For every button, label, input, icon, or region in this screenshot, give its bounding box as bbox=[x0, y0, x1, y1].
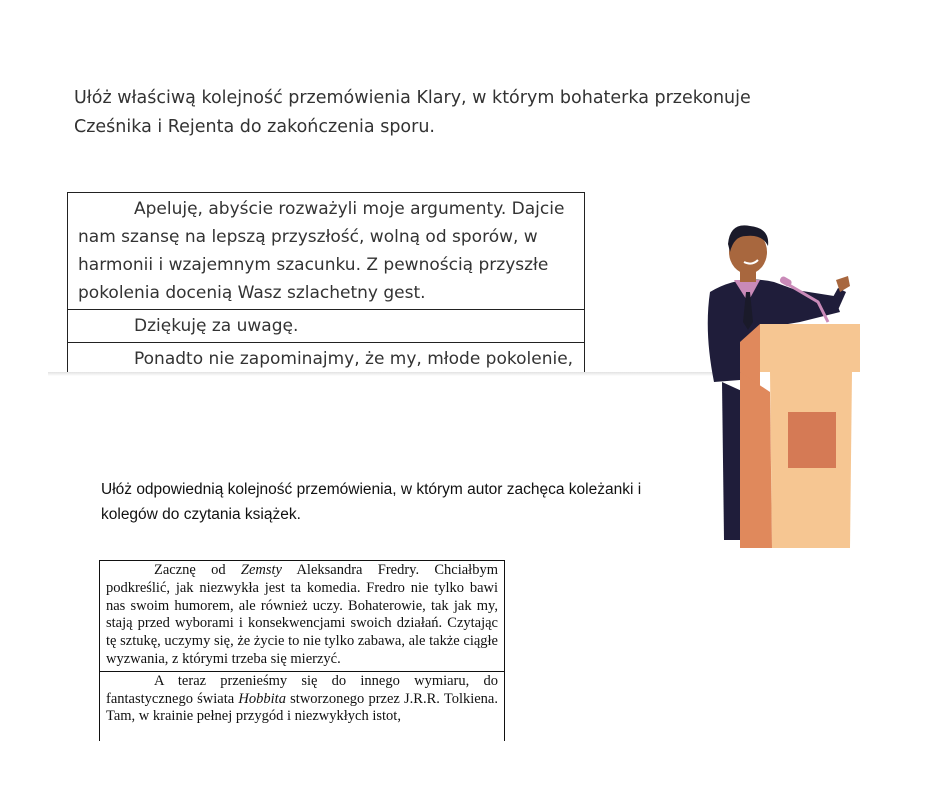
exercise-1-instruction: Ułóż właściwą kolejność przemówienia Klary, w którym bohaterka przekonuje Cześnika i Rejenta do zakończenia sporu. bbox=[74, 88, 751, 137]
fragment-text: Aleksandra Fredry. Chciałbym podkreślić, jak niezwykła jest ta komedia. Fredro nie tylko bawi nas swoim humorem, ale również uczy. Bohaterowie, tak jak my, stają przed wyborami i konsekwencjami swoich działań. Czytając tę sztukę, uczymy się, że życie to nie tylko zabawa, ale także ciągłe wyzwania, z którymi trzeba się mierzyć. bbox=[106, 562, 498, 667]
exercise-2-instruction: Ułóż odpowiednią kolejność przemówienia, w którym autor zachęca koleżanki i kolegów do czytania książek. bbox=[101, 481, 642, 523]
book-title: Hobbita bbox=[238, 690, 286, 707]
fragment-text: A teraz przenieśmy się do innego wymiaru, do fantastycznego świata bbox=[106, 672, 498, 707]
exercise-2-fragment[interactable] bbox=[100, 672, 504, 728]
book-title: Zemsty bbox=[240, 562, 282, 578]
exercise-1-fragment[interactable]: Apeluję, abyście rozważyli moje argumenty. Dajcie nam szansę na lepszą przyszłość, wolną od sporów, w harmonii i wzajemnym szacunku. Z pewnością przyszłe pokolenia docenią Wasz szlachetny gest. bbox=[68, 193, 584, 310]
exercise-1-fragments-table bbox=[67, 192, 585, 373]
exercise-1-fragment[interactable]: Dziękuję za uwagę. bbox=[68, 310, 584, 343]
exercise-1-fragment[interactable]: Ponadto nie zapominajmy, że my, młode pokolenie, bbox=[134, 349, 574, 369]
exercise-2-fragment[interactable] bbox=[100, 561, 504, 672]
fragment-text: Zacznę od bbox=[154, 562, 241, 578]
speaker-at-podium-icon bbox=[700, 222, 870, 552]
page-divider bbox=[48, 372, 718, 376]
exercise-2-fragments-table bbox=[99, 560, 505, 741]
fragment-text: stworzonego przez J.R.R. Tolkiena. Tam, w krainie pełnej przygód i niezwykłych istot, bbox=[106, 690, 498, 725]
